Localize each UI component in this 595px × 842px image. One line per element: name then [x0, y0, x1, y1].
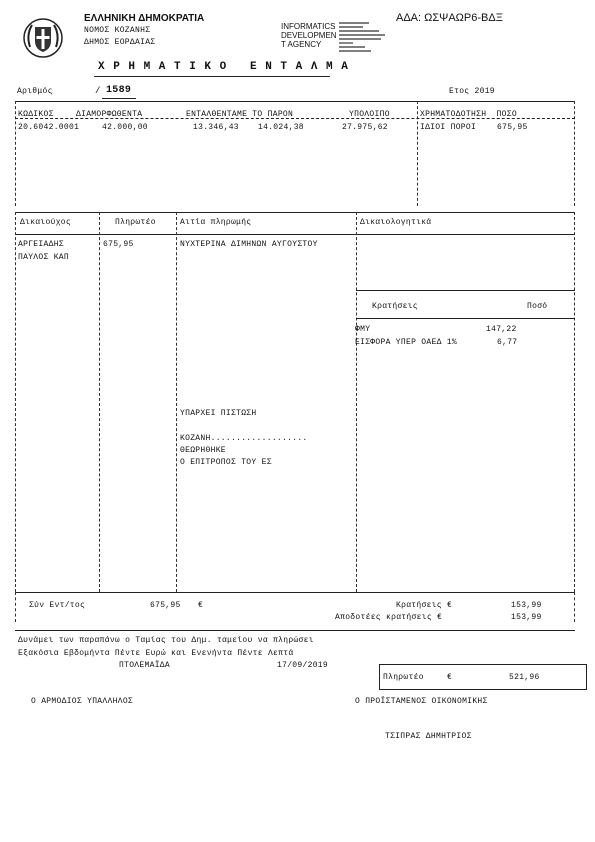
funding-source: ΙΔΙΟΙ ΠΟΡΟΙ: [420, 123, 477, 132]
beneficiary-line-2: ΠΑΥΛΟΣ ΚΑΠ: [18, 253, 70, 262]
header-cause: Αιτία πληρωμής: [180, 218, 252, 227]
budget-remaining: 27.975,62: [342, 123, 388, 132]
payment-instruction: Δυνάμει των παραπάνω ο Ταμίας του Δημ. ταμείου να πληρώσει: [18, 636, 314, 645]
header-payable: Πληρωτέο: [115, 218, 156, 227]
coat-of-arms-icon: [22, 17, 64, 59]
budget-prior: 13.346,43: [193, 123, 239, 132]
header-beneficiary: Δικαιούχος: [20, 218, 72, 227]
budget-header-funding: ΧΡΗΜΑΤΟΔΟΤΗΣΗ ΠΟΣΟ: [420, 110, 517, 119]
title-underline: [94, 76, 330, 77]
budget-code: 20.6042.0001: [18, 123, 80, 132]
sum-label: Σύν Εντ/τος: [29, 601, 86, 610]
number-separator: /: [95, 86, 101, 96]
issue-place: ΠΤΟΛΕΜΑΪΔΑ: [119, 661, 171, 670]
final-payable-currency: €: [447, 673, 453, 682]
payment-cause: ΝΥΧΤΕΡΙΝΑ ΔΙΜΗΝΩΝ ΑΥΓΟΥΣΤΟΥ: [180, 240, 318, 249]
ada-code: ΑΔΑ: ΩΣΨΑΩΡ6-ΒΔΞ: [396, 12, 503, 24]
head-signature-label: Ο ΠΡΟΪΣΤΑΜΕΝΟΣ ΟΙΚΟΝΟΜΙΚΗΣ: [355, 697, 488, 706]
final-payable-label: Πληρωτέο: [383, 673, 424, 682]
agency-line-3: T AGENCY: [281, 40, 322, 49]
budget-header-spent: ΕΝΤΑΛΘΕΝΤΑΜΕ ΤΟ ΠΑΡΟΝ: [186, 110, 294, 119]
issue-date: 17/09/2019: [277, 661, 329, 670]
budget-formed: 42.000,00: [102, 123, 148, 132]
deductions-total-label: Κρατήσεις €: [396, 601, 453, 610]
deductions-header-label: Κρατήσεις: [372, 302, 418, 311]
amount-in-words: Εξακόσια Εβδομήντα Πέντε Ευρώ και Ενενήντα Πέντε Λεπτά: [18, 649, 294, 658]
number-label: Αριθμός: [17, 87, 53, 96]
deductions-header-amount: Ποσό: [527, 302, 548, 311]
beneficiary-line-1: ΑΡΓΕΙΑΔΗΣ: [18, 240, 64, 249]
sum-currency: €: [198, 601, 204, 610]
checked-note: ΘΕΩΡΗΘΗΚΕ: [180, 446, 226, 455]
sum-amount: 675,95: [150, 601, 181, 610]
budget-header-remaining: ΥΠΟΛΟΙΠΟ: [349, 110, 390, 119]
official-signature-label: Ο ΑΡΜΟΔΙΟΣ ΥΠΑΛΛΗΛΟΣ: [31, 697, 134, 706]
agency-line-1: INFORMATICS: [281, 22, 336, 31]
document-number: 1589: [106, 85, 132, 96]
deductions-total-amount: 153,99: [511, 601, 542, 610]
credit-note: ΥΠΑΡΧΕΙ ΠΙΣΤΩΣΗ: [180, 409, 257, 418]
year-label: Ετος 2019: [449, 87, 495, 96]
remitted-label: Αποδοτέες κρατήσεις €: [335, 613, 443, 622]
commissioner-note: Ο ΕΠΙΤΡΟΠΟΣ ΤΟΥ ΕΣ: [180, 458, 272, 467]
final-payable-amount: 521,96: [509, 673, 540, 682]
budget-current: 14.024,38: [258, 123, 304, 132]
budget-header-code: ΚΩΔΙΚΟΣ: [18, 110, 54, 119]
agency-line-2: DEVELOPMEN: [281, 31, 337, 40]
municipality-name: ΔΗΜΟΣ ΕΟΡΔΑΙΑΣ: [84, 38, 156, 47]
country-name: ΕΛΛΗΝΙΚΗ ΔΗΜΟΚΡΑΤΙΑ: [84, 13, 205, 24]
header-documents: Δικαιολογητικά: [360, 218, 432, 227]
document-title: Χ Ρ Η Μ Α Τ Ι Κ Ο Ε Ν Τ Α Λ Μ Α: [98, 61, 349, 73]
deduction-amount-1: 147,22: [486, 325, 517, 334]
remitted-amount: 153,99: [511, 613, 542, 622]
place-dots: ΚΟΖΑΝΗ...................: [180, 434, 308, 443]
budget-header-formed: ΔΙΑΜΟΡΦΩΘΕΝΤΑ: [76, 110, 143, 119]
agency-logo-icon: [339, 21, 395, 53]
prefecture-name: ΝΟΜΟΣ ΚΟΖΑΝΗΣ: [84, 26, 151, 35]
head-name: ΤΣΙΠΡΑΣ ΔΗΜΗΤΡΙΟΣ: [385, 732, 472, 741]
funding-amount: 675,95: [497, 123, 528, 132]
deduction-name-2: ΕΙΣΦΟΡΑ ΥΠΕΡ ΟΑΕΔ 1%: [355, 338, 458, 347]
deduction-name-1: ΦΜΥ: [355, 325, 371, 334]
deduction-amount-2: 6,77: [497, 338, 518, 347]
payable-amount: 675,95: [103, 240, 134, 249]
number-underline: [102, 98, 136, 99]
